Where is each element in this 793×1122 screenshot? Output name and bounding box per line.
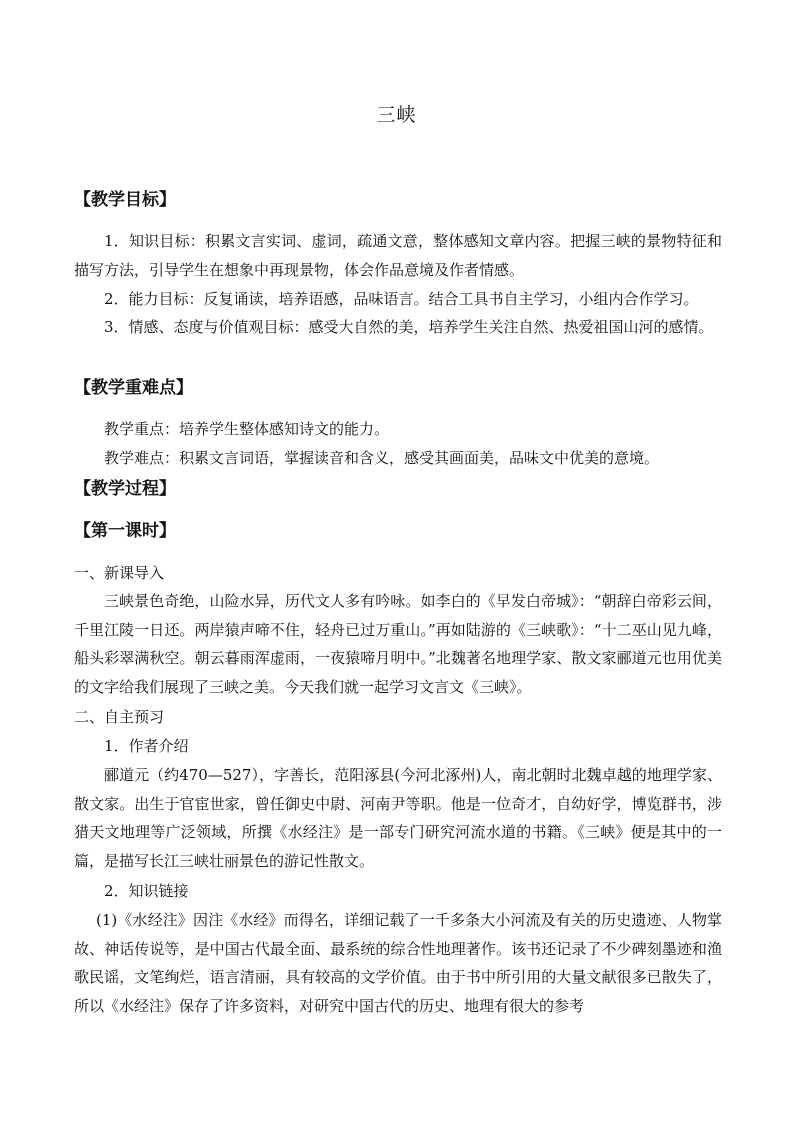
goal-ability-paragraph: 2．能力目标：反复诵读，培养语感，品味语言。结合工具书自主学习，小组内合作学习。 xyxy=(104,290,699,308)
section-intro-text: 三峡景色奇绝，山险水异，历代文人多有吟咏。如李白的《早发白帝城》：“朝辞白帝彩云间，千里江陵一日还。两岸猿声啼不住，轻舟已过万重山。”再如陆游的《三峡歌》：“十二巫山见九峰，船头彩翠满秋空。朝云暮雨浑虚雨，一夜猿啼月明中。”北魏著名地理学家、散文家郦道元也用优美的文字给我们展现了三峡之美。今天我们就一起学习文言文《三峡》。 xyxy=(74,592,722,696)
knowledge-link-title: 2．知识链接 xyxy=(104,882,189,900)
goal-knowledge-paragraph: 1．知识目标：积累文言实词、虚词，疏通文意，整体感知文章内容。把握三峡的景物特征和描写方法，引导学生在想象中再现景物，体会作品意境及作者情感。 xyxy=(74,232,722,279)
knowledge-link-text: (1)《水经注》因注《水经》而得名，详细记载了一千多条大小河流及有关的历史遗迹、人物掌故、神话传说等，是中国古代最全面、最系统的综合性地理著作。该书还记录了不少碑刻墨迹和渔歌民谣，文笔绚烂，语言清丽，具有较高的文学价值。由于书中所引用的大量文献很多已散失了，所以《水经注》保存了许多资料，对研究中国古代的历史、地理有很大的参考 xyxy=(74,911,722,1015)
section-preview-title: 二、自主预习 xyxy=(74,708,165,726)
author-intro-title: 1．作者介绍 xyxy=(104,737,189,755)
teaching-goals-heading: 【教学目标】 xyxy=(74,190,176,210)
key-point-paragraph: 教学重点：培养学生整体感知诗文的能力。 xyxy=(104,420,390,438)
page-title: 三峡 xyxy=(376,104,417,126)
key-difficult-points-heading: 【教学重难点】 xyxy=(74,378,193,398)
author-intro-text: 郦道元（约470—527），字善长，范阳涿县(今河北涿州)人，南北朝时北魏卓越的地理学家、散文家。出生于官宦世家，曾任御史中尉、河南尹等职。他是一位奇才，自幼好学，博览群书，涉猎天文地理等广泛领域，所撰《水经注》是一部专门研究河流水道的书籍。《三峡》便是其中的一篇，是描写长江三峡壮丽景色的游记性散文。 xyxy=(74,766,722,870)
goal-emotion-paragraph: 3．情感、态度与价值观目标：感受大自然的美，培养学生关注自然、热爱祖国山河的感情。 xyxy=(104,318,714,336)
section-intro-title: 一、新课导入 xyxy=(74,564,165,582)
difficult-point-paragraph: 教学难点：积累文言词语，掌握读音和含义，感受其画面美，品味文中优美的意境。 xyxy=(104,449,660,467)
first-lesson-heading: 【第一课时】 xyxy=(74,521,176,541)
teaching-process-heading: 【教学过程】 xyxy=(74,479,176,499)
